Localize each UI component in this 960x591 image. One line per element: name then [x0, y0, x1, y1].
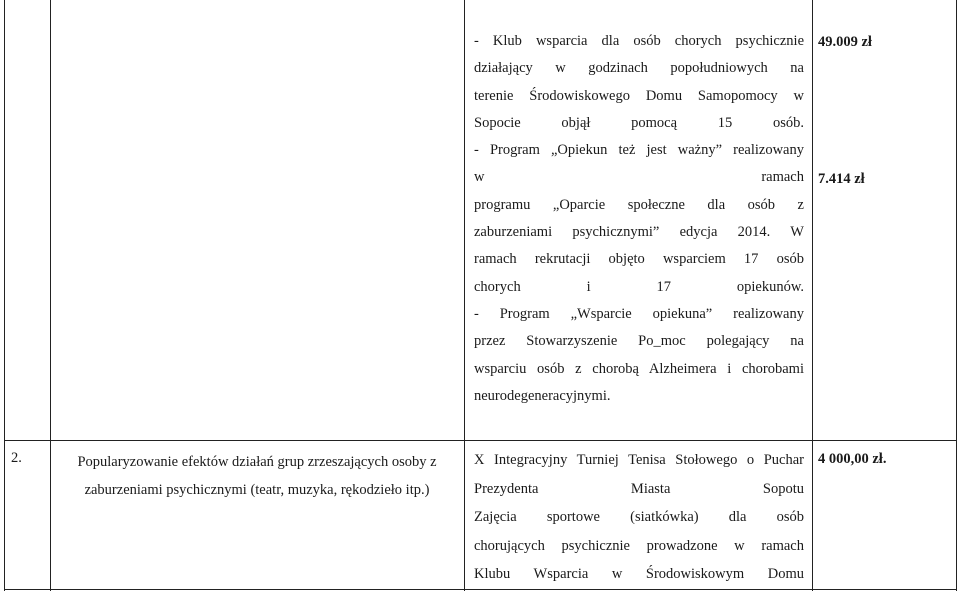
table-border-bottom [4, 589, 957, 590]
table-border-left [4, 0, 5, 591]
row1-activity-cell [474, 28, 804, 410]
table-border-right [956, 0, 957, 591]
column-divider-task [464, 0, 465, 591]
row2-activity-cell [474, 446, 804, 589]
row2-task-cell [52, 448, 462, 504]
row1-activity-line: - Program „Wsparcie opiekuna” realizowany [474, 305, 804, 322]
row1-activity-line: programu „Oparcie społeczne dla osób z [474, 196, 804, 213]
row2-task-line: Popularyzowanie efektów działań grup zrzeszających osoby z [77, 454, 437, 470]
row1-activity-line: chorych i 17 opiekunów. [474, 278, 804, 295]
row2-activity-line: Prezydenta Miasta Sopotu [474, 480, 804, 497]
column-divider-number [50, 0, 51, 591]
row2-activity-line: Zajęcia sportowe (siatkówka) dla osób [474, 509, 804, 525]
row1-activity-line: neurodegeneracyjnymi. [474, 387, 611, 404]
row2-task-line: zaburzeniami psychicznymi (teatr, muzyka, rękodzieło itp.) [84, 482, 430, 498]
row2-activity-line: Klubu Wsparcia w Środowiskowym Domu [474, 566, 804, 582]
column-divider-activity [812, 0, 813, 591]
row1-activity-line: - Program „Opiekun też jest ważny” realizowany [474, 142, 804, 159]
row2-number: 2. [11, 450, 22, 466]
row-divider [4, 440, 957, 441]
row1-activity-line: w ramach [474, 169, 804, 186]
row2-activity-line: X Integracyjny Turniej Tenisa Stołowego o Puchar [474, 452, 804, 468]
row1-amount-1: 49.009 zł [818, 34, 872, 50]
row1-amount-2: 7.414 zł [818, 171, 865, 187]
row1-activity-line: przez Stowarzyszenie Po_moc polegający na [474, 333, 804, 350]
row2-amount: 4 000,00 zł. [818, 451, 887, 467]
row1-activity-line: działający w godzinach popołudniowych na [474, 60, 804, 77]
row1-activity-line: ramach rekrutacji objęto wsparciem 17 osób [474, 251, 804, 268]
row1-activity-line: - Klub wsparcia dla osób chorych psychicznie [474, 33, 804, 49]
row1-activity-line: terenie Środowiskowego Domu Samopomocy w [474, 87, 804, 104]
row1-activity-line: wsparciu osób z chorobą Alzheimera i chorobami [474, 360, 804, 377]
row1-activity-line: zaburzeniami psychicznymi” edycja 2014. W [474, 224, 804, 241]
row2-activity-line: chorujących psychicznie prowadzone w ramach [474, 537, 804, 554]
row1-activity-line: Sopocie objął pomocą 15 osób. [474, 114, 804, 131]
